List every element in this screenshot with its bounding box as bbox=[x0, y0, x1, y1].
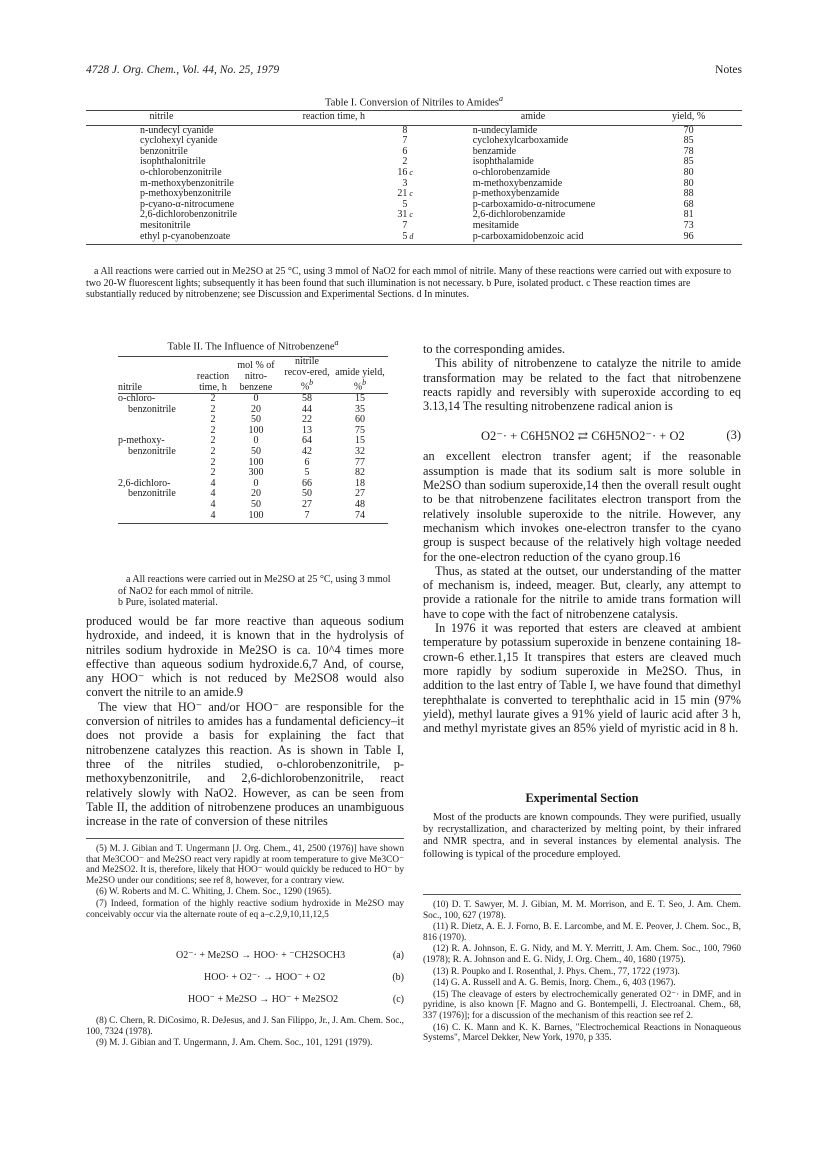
t1-cell-amide: p-carboxamido-α-nitrocumene bbox=[472, 198, 596, 210]
t1-cell-yield: 81 bbox=[683, 209, 694, 221]
t1-cell-time-note: c bbox=[409, 210, 413, 220]
t2-cell-time: 2 bbox=[210, 424, 216, 436]
t2-cell-recovered: 22 bbox=[302, 414, 312, 426]
t1-cell-time: 8 bbox=[402, 124, 408, 136]
experimental-heading: Experimental Section bbox=[525, 791, 639, 805]
t2-header-recovered: nitrile recov-ered, %$^b$ bbox=[282, 357, 332, 394]
t2-cell-yield: 27 bbox=[355, 488, 365, 500]
t2-cell-mol: 20 bbox=[251, 403, 261, 415]
t2-cell-mol: 0 bbox=[253, 393, 259, 405]
t1-cell-time-note: c bbox=[409, 189, 413, 199]
t2-cell-mol: 100 bbox=[248, 456, 264, 468]
t2-cell-time: 4 bbox=[210, 477, 216, 489]
t1-cell-time: 5 bbox=[402, 198, 408, 210]
t1-cell-amide: 2,6-dichlorobenzamide bbox=[472, 209, 566, 221]
t2-cell-nitrile: p-methoxy- bbox=[118, 435, 165, 447]
right-paragraph-0: to the corresponding amides. bbox=[423, 342, 566, 356]
t1-cell-nitrile: isophthalonitrile bbox=[140, 156, 206, 168]
t2-header-mol: mol % of nitro-benzene bbox=[230, 357, 282, 394]
t2-cell-mol: 20 bbox=[251, 488, 261, 500]
ref-8: (8) C. Chern, R. DiCosimo, R. DeJesus, and J. San Filippo, Jr., J. Am. Chem. Soc., 100, 7324 (1978). bbox=[86, 1016, 404, 1037]
t2-cell-mol: 50 bbox=[251, 499, 261, 511]
t2-cell-mol: 100 bbox=[248, 424, 264, 436]
table2 bbox=[118, 356, 388, 524]
t2-cell-recovered: 13 bbox=[302, 424, 312, 436]
left-references bbox=[86, 844, 404, 921]
t1-cell-nitrile: p-methoxybenzonitrile bbox=[140, 188, 232, 200]
running-head: 4728 J. Org. Chem., Vol. 44, No. 25, 1979 bbox=[86, 64, 280, 76]
t2-cell-nitrile: o-chloro- bbox=[118, 393, 156, 405]
ref-10: (10) D. T. Sawyer, M. J. Gibian, M. M. Morrison, and E. T. Seo, J. Am. Chem. Soc., 100, 627 (1978). bbox=[423, 900, 741, 921]
left-footnote-rule bbox=[86, 838, 404, 839]
t2-cell-time: 4 bbox=[210, 488, 216, 500]
t1-cell-yield: 73 bbox=[683, 219, 694, 231]
t1-cell-time: 2 bbox=[402, 156, 408, 168]
t2-cell-nitrile bbox=[118, 458, 196, 469]
t1-cell-yield: 68 bbox=[683, 198, 694, 210]
t1-cell-time-note: c bbox=[409, 167, 413, 177]
ref-16: (16) C. K. Mann and K. K. Barnes, "Electrochemical Reactions in Nonaqueous Systems", Marcel Dekker, New York, 1970, p 335. bbox=[423, 1022, 741, 1044]
t2-cell-time: 2 bbox=[210, 403, 216, 415]
t2-header-nitrile: nitrile bbox=[118, 357, 196, 394]
t2-cell-time: 2 bbox=[210, 467, 216, 479]
t1-cell-amide: p-carboxamidobenzoic acid bbox=[431, 232, 635, 245]
t2-cell-mol: 50 bbox=[251, 414, 261, 426]
t1-cell-nitrile: ethyl p-cyanobenzoate bbox=[86, 232, 237, 245]
t2-cell-yield: 74 bbox=[332, 511, 388, 524]
t2-footnote-a: a All reactions were carried out in Me2SO at 25 °C, using 3 mmol of NaO2 for each mmol of nitrile. bbox=[118, 574, 391, 597]
t1-cell-yield: 70 bbox=[683, 124, 694, 136]
t2-cell-recovered: 27 bbox=[302, 499, 312, 511]
t1-cell-nitrile: p-cyano-α-nitrocumene bbox=[140, 198, 235, 210]
t2-cell-mol: 50 bbox=[251, 446, 261, 458]
t2-cell-mol: 0 bbox=[253, 477, 259, 489]
t1-cell-time-note: d bbox=[409, 232, 430, 245]
t2-header-yield: amide yield, %$^b$ bbox=[332, 357, 388, 394]
t2-cell-time: 2 bbox=[210, 393, 216, 405]
ref-15: (15) The cleavage of esters by electrochemically generated O2⁻· in DMF, and in pyridine, is also known [F. Magno and G. Bontempelli, J. Electroanal. Chem., 68, 337 (1976)]; for a discussion of the mechanism of this reaction see ref 2. bbox=[423, 989, 741, 1021]
t2-cell-yield: 35 bbox=[355, 403, 365, 415]
t2-cell-time: 2 bbox=[210, 446, 216, 458]
t2-cell-nitrile: benzonitrile bbox=[128, 446, 176, 458]
t2-cell-yield: 15 bbox=[355, 393, 365, 405]
table2-header bbox=[118, 357, 388, 394]
t2-cell-recovered: 44 bbox=[302, 403, 312, 415]
t1-cell-time: 21 bbox=[397, 188, 408, 200]
t1-cell-time-note bbox=[409, 221, 430, 232]
t2-cell-recovered: 50 bbox=[302, 488, 312, 500]
t1-cell-nitrile: benzonitrile bbox=[140, 145, 188, 157]
t1-cell-amide: mesitamide bbox=[472, 219, 519, 231]
t2-cell-time: 2 bbox=[210, 435, 216, 447]
table1-row bbox=[86, 232, 742, 245]
t1-cell-yield: 96 bbox=[635, 232, 742, 245]
t1-cell-time: 6 bbox=[402, 145, 408, 157]
t2-cell-yield: 60 bbox=[355, 414, 365, 426]
t1-cell-nitrile: m-methoxybenzonitrile bbox=[140, 177, 234, 189]
t1-cell-nitrile: mesitonitrile bbox=[140, 219, 191, 231]
table1-row bbox=[86, 221, 742, 232]
t1-cell-amide: cyclohexylcarboxamide bbox=[472, 135, 569, 147]
table2-caption: Table II. The Influence of Nitrobenzene$^a$ bbox=[167, 338, 339, 353]
ref-6: (6) W. Roberts and M. C. Whiting, J. Chem. Soc., 1290 (1965). bbox=[96, 887, 332, 898]
t2-cell-recovered: 64 bbox=[302, 435, 312, 447]
t2-cell-recovered: 7 bbox=[282, 511, 332, 524]
t1-cell-yield: 88 bbox=[683, 188, 694, 200]
t1-cell-yield: 80 bbox=[683, 177, 694, 189]
experimental-text bbox=[423, 812, 741, 861]
t1-cell-yield: 85 bbox=[683, 135, 694, 147]
left-paragraph-2: The view that HO⁻ and/or HOO⁻ are responsible for the conversion of nitriles to amides has a fundamental deficiency–it does not provide a basis for explaining the fact that nitrobenzene catalyzes this reaction. As is shown in Table I, three of the nitriles studied, o-chlorobenzonitrile, p-methoxybenzonitrile, and 2,6-dichlorobenzonitrile, react relatively slowly with NaO2. However, as can be seen from Table II, the addition of nitrobenzene produces an unambiguous increase in the rate of conversion of these nitriles bbox=[86, 699, 404, 829]
t1-cell-time: 5 bbox=[237, 232, 409, 245]
t2-cell-yield: 82 bbox=[355, 467, 365, 479]
t2-cell-nitrile bbox=[118, 511, 196, 524]
t2-cell-recovered: 66 bbox=[302, 477, 312, 489]
right-paragraph-3: Thus, as stated at the outset, our understanding of the matter of mechanism is, indeed, meager. But, clearly, any attempt to provide a rationale for the nitrile to amide trans formation will have to cope with the fact of nitrobenzene catalysis. bbox=[423, 563, 741, 621]
t2-cell-time: 4 bbox=[210, 499, 216, 511]
right-paragraph-1: This ability of nitrobenzene to catalyze the nitrile to amide transformation may be related to the fact that nitrobenzene reacts rapidly and reversibly with superoxide according to eq 3.13,14 The resulting nitrobenzene radical anion is bbox=[423, 356, 741, 414]
t1-cell-nitrile: o-chlorobenzonitrile bbox=[140, 166, 222, 178]
t1-cell-nitrile: cyclohexyl cyanide bbox=[140, 135, 218, 147]
ref-12: (12) R. A. Johnson, E. G. Nidy, and M. Y. Merritt, J. Am. Chem. Soc., 100, 7960 (1978); R. A. Johnson and E. G. Nidy, J. Org. Chem., 40, 1680 (1975). bbox=[423, 944, 741, 965]
t1-cell-amide: n-undecylamide bbox=[472, 124, 538, 136]
t2-cell-nitrile: 2,6-dichloro- bbox=[118, 477, 171, 489]
t2-cell-nitrile: benzonitrile bbox=[128, 488, 176, 500]
left-paragraph-1: produced would be far more reactive than aqueous sodium hydroxide, and indeed, it is known that in the hydrolysis of nitriles sodium hydroxide in Me2SO is ca. 10^4 times more effective than aqueous sodium hydroxide.6,7 And, of course, any HOO⁻ which is not reduced by Me2SO8 would also convert the nitrile to an amide.9 bbox=[86, 614, 404, 700]
t2-cell-recovered: 5 bbox=[304, 467, 310, 479]
t1-cell-time-note bbox=[409, 179, 430, 190]
t1-cell-yield: 78 bbox=[683, 145, 694, 157]
table1-row bbox=[86, 168, 742, 179]
t1-cell-nitrile: n-undecyl cyanide bbox=[140, 124, 214, 136]
ref-13: (13) R. Poupko and I. Rosenthal, J. Phys. Chem., 77, 1722 (1973). bbox=[433, 966, 680, 977]
t2-footnote-b: b Pure, isolated material. bbox=[118, 597, 218, 608]
t2-cell-nitrile bbox=[118, 415, 196, 426]
ref-5: (5) M. J. Gibian and T. Ungermann [J. Org. Chem., 41, 2500 (1976)] have shown that Me3COO⁻ and Me2SO react very rapidly at room temperature to give Me3CO⁻ and Me2SO2. It is, therefore, likely that HOO⁻ would quickly be reduced to HO⁻ by Me2SO under our conditions; see ref 8, however, for a contrary view. bbox=[86, 844, 404, 886]
ref-9: (9) M. J. Gibian and T. Ungermann, J. Am. Chem. Soc., 101, 1291 (1979). bbox=[96, 1038, 373, 1049]
t2-cell-mol: 300 bbox=[248, 467, 264, 479]
t1-cell-time-note bbox=[409, 125, 430, 136]
t2-cell-yield: 48 bbox=[355, 499, 365, 511]
t1-cell-amide: benzamide bbox=[472, 145, 517, 157]
ref-14: (14) G. A. Russell and A. G. Bemis, Inorg. Chem., 6, 403 (1967). bbox=[433, 978, 676, 989]
t1-header-amide: amide bbox=[431, 111, 635, 126]
t2-cell-yield: 18 bbox=[355, 477, 365, 489]
ref-7: (7) Indeed, formation of the highly reactive sodium hydroxide in Me2SO may conceivably occur via the alternate route of eq a–c.2,9,10,11,12,5 bbox=[86, 898, 404, 920]
t1-cell-time: 31 bbox=[397, 209, 408, 221]
right-references bbox=[423, 900, 741, 1045]
t1-cell-time-note bbox=[409, 136, 430, 147]
t1-cell-amide: o-chlorobenzamide bbox=[472, 166, 550, 178]
t1-cell-nitrile: 2,6-dichlorobenzonitrile bbox=[140, 209, 237, 221]
t2-cell-nitrile bbox=[118, 500, 196, 511]
section-label: Notes bbox=[715, 64, 742, 76]
t1-cell-time: 3 bbox=[402, 177, 408, 189]
table2-row bbox=[118, 511, 388, 524]
t2-cell-recovered: 42 bbox=[302, 446, 312, 458]
experimental-paragraph: Most of the products are known compounds. They were purified, usually by recrystallization, and characterized by melting point, by their infrared and NMR spectra, and in several instances by elemental analysis. The following is typical of the procedure employed. bbox=[423, 812, 741, 860]
table1-caption: Table I. Conversion of Nitriles to Amides$^a$ bbox=[325, 94, 503, 109]
t1-cell-time-note bbox=[409, 147, 430, 158]
table1-footnote: a All reactions were carried out in Me2SO at 25 °C, using 3 mmol of NaO2 for each mmol of nitrile. Many of these reactions were carried out with exposure to two 20-W fluorescent lights; subsequently it has been found that such illumination is not necessary. b Pure, isolated product. c These reaction times are substantially reduced by nitrobenzene; see Discussion and Experimental Sections. d In minutes. bbox=[86, 266, 732, 300]
t2-cell-yield: 77 bbox=[355, 456, 365, 468]
t1-header-nitrile: nitrile bbox=[86, 111, 237, 126]
t1-cell-time: 16 bbox=[397, 166, 408, 178]
t2-cell-time: 2 bbox=[210, 414, 216, 426]
t2-cell-nitrile: benzonitrile bbox=[128, 403, 176, 415]
t1-cell-yield: 85 bbox=[683, 156, 694, 168]
t2-cell-time: 4 bbox=[196, 511, 230, 524]
right-paragraph-2: an excellent electron transfer agent; if the reasonable assumption is made that its sodium salt is more soluble in Me2SO than sodium superoxide,14 then the overall result ought to be that nitrobenzene facilitates electron transport from the relatively insoluble superoxide to the nitrile. However, any mechanism which invokes one-electron transfer to the cyano group is suspect because of the relatively high voltage needed for the one-electron reduction of the cyano group.16 bbox=[423, 449, 741, 564]
t1-header-time: reaction time, h bbox=[237, 111, 431, 126]
table2-footnotes bbox=[118, 574, 398, 609]
t2-cell-yield: 32 bbox=[355, 446, 365, 458]
t2-cell-recovered: 6 bbox=[304, 456, 310, 468]
t2-cell-yield: 15 bbox=[355, 435, 365, 447]
table1-header bbox=[86, 111, 742, 126]
right-paragraph-4: In 1976 it was reported that esters are cleaved at ambient temperature by potassium superoxide in benzene containing 18-crown-6 ether.1,15 It transpires that esters are cleaved much more rapidly by sodium superoxide in Me2SO. Thus, in addition to the last entry of Table I, we have found that dimethyl terephthalate is converted to terephthalic acid in 15 min (97% yield), methyl laurate gives a 91% yield of lauric acid after 3 h, and methyl myristate gives an 85% yield of myristic acid in 8 h. bbox=[423, 621, 741, 736]
t1-cell-time: 7 bbox=[402, 219, 408, 231]
t2-cell-recovered: 58 bbox=[302, 393, 312, 405]
t2-cell-time: 2 bbox=[210, 456, 216, 468]
t1-cell-time-note bbox=[409, 157, 430, 168]
right-column-text bbox=[423, 342, 741, 735]
t1-header-yield: yield, % bbox=[635, 111, 742, 126]
t1-cell-amide: m-methoxybenzamide bbox=[472, 177, 563, 189]
ref-11: (11) R. Dietz, A. E. J. Forno, B. E. Larcombe, and M. E. Peover, J. Chem. Soc., B, 816 (1970). bbox=[423, 922, 741, 943]
t1-cell-amide: p-methoxybenzamide bbox=[472, 188, 560, 200]
t1-cell-time-note bbox=[409, 200, 430, 211]
t2-header-time: reaction time, h bbox=[196, 357, 230, 394]
table1 bbox=[86, 110, 742, 245]
t2-cell-yield: 75 bbox=[355, 424, 365, 436]
t1-cell-amide: isophthalamide bbox=[472, 156, 534, 168]
right-footnote-rule bbox=[423, 894, 741, 895]
left-column-text bbox=[86, 614, 404, 828]
t2-cell-mol: 100 bbox=[230, 511, 282, 524]
left-references-cont bbox=[86, 1016, 404, 1050]
t1-cell-time: 7 bbox=[402, 135, 408, 147]
t1-cell-yield: 80 bbox=[683, 166, 694, 178]
t2-cell-mol: 0 bbox=[253, 435, 259, 447]
